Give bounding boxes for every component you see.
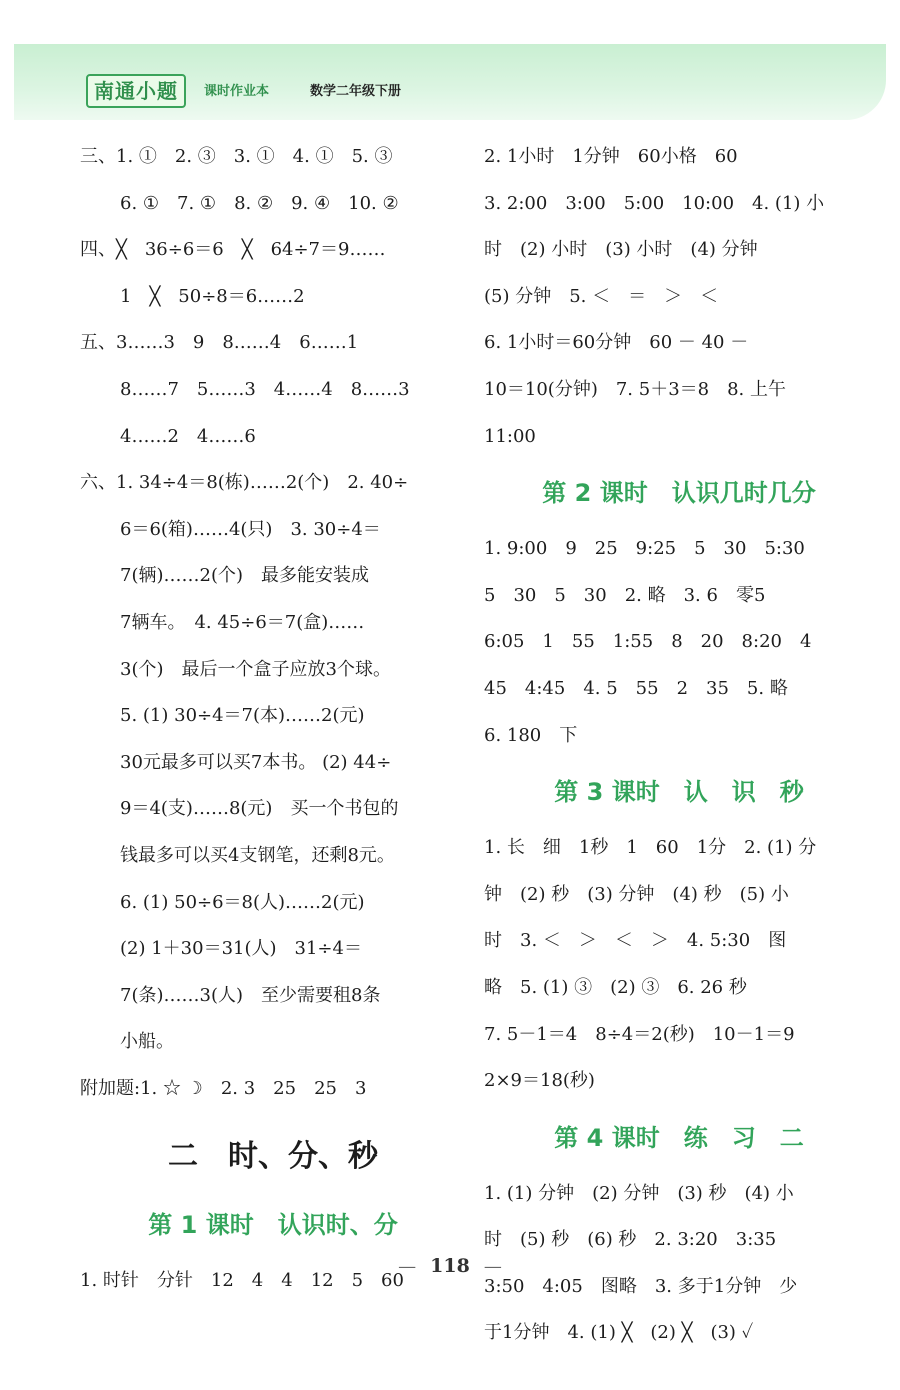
- answer-line: 7. 5－1＝4 8÷4＝2(秒) 10－1＝9: [484, 1023, 795, 1045]
- answer-line: 1. 9:00 9 25 9:25 5 30 5:30: [484, 538, 805, 560]
- answer-line: 2×9＝18(秒): [484, 1070, 595, 1092]
- right-column: [484, 134, 874, 1357]
- answer-line: 1 ╳ 50÷8＝6……2: [120, 285, 305, 307]
- answer-line: 5. (1) 30÷4＝7(本)……2(元): [120, 705, 365, 727]
- chapter-title: 二 时、分、秒: [168, 1139, 378, 1175]
- lesson-heading: 第 2 课时 认识几时几分: [542, 479, 816, 508]
- answer-line: (5) 分钟 5. ＜ ＝ ＞ ＜: [484, 285, 719, 307]
- answer-line: 时 (2) 小时 (3) 小时 (4) 分钟: [484, 239, 758, 261]
- bonus-question-answer: 附加题:1. ☆ ☽ 2. 3 25 25 3: [80, 1077, 367, 1099]
- page-header: [14, 44, 886, 120]
- answer-line: 6. (1) 50÷6＝8(人)……2(元): [120, 891, 365, 913]
- answer-line: 6. 180 下: [484, 724, 578, 746]
- answer-line: 9＝4(支)……8(元) 买一个书包的: [120, 798, 399, 820]
- answer-line: 6＝6(箱)……4(只) 3. 30÷4＝: [120, 518, 381, 540]
- answer-line: 时 3. ＜ ＞ ＜ ＞ 4. 5:30 图: [484, 930, 787, 952]
- answer-line: 三、1. ① 2. ③ 3. ① 4. ① 5. ③: [80, 146, 393, 167]
- answer-line: 3. 2:00 3:00 5:00 10:00 4. (1) 小: [484, 192, 825, 214]
- answer-line: 钟 (2) 秒 (3) 分钟 (4) 秒 (5) 小: [484, 883, 789, 905]
- answer-line: 10＝10(分钟) 7. 5＋3＝8 8. 上午: [484, 378, 787, 400]
- answer-line: 8……7 5……3 4……4 8……3: [120, 378, 410, 400]
- lesson-heading: 第 4 课时 练 习 二: [554, 1123, 804, 1152]
- answer-line: 3:50 4:05 图略 3. 多于1分钟 少: [484, 1275, 798, 1297]
- answer-line: 30元最多可以买7本书。 (2) 44÷: [120, 751, 392, 773]
- answer-line: 7(条)……3(人) 至少需要租8条: [120, 984, 381, 1006]
- left-column: [80, 134, 466, 1305]
- lesson-heading: 第 1 课时 认识时、分: [148, 1211, 398, 1240]
- answer-line: 略 5. (1) ③ (2) ③ 6. 26 秒: [484, 976, 747, 998]
- answer-line: 3(个) 最后一个盒子应放3个球。: [120, 658, 391, 680]
- answer-line: 时 (5) 秒 (6) 秒 2. 3:20 3:35: [484, 1229, 777, 1251]
- answer-line: 2. 1小时 1分钟 60小格 60: [484, 146, 738, 167]
- page-number: 118: [430, 1255, 470, 1277]
- answer-line: 5 30 5 30 2. 略 3. 6 零5: [484, 584, 766, 606]
- answer-line: 五、3……3 9 8……4 6……1: [80, 332, 359, 354]
- answer-line: 6:05 1 55 1:55 8 20 8:20 4: [484, 631, 812, 653]
- answer-line: 1. 时针 分针 12 4 4 12 5 60: [80, 1270, 404, 1292]
- lesson-heading: 第 3 课时 认 识 秒: [554, 778, 804, 807]
- answer-line: 小船。: [120, 1031, 174, 1053]
- answer-line: 11:00: [484, 425, 536, 447]
- answer-line: 45 4:45 4. 5 55 2 35 5. 略: [484, 677, 788, 699]
- answer-line: 六、1. 34÷4＝8(栋)……2(个) 2. 40÷: [80, 472, 409, 494]
- answer-line: 1. (1) 分钟 (2) 分钟 (3) 秒 (4) 小: [484, 1182, 794, 1204]
- answer-line: 7(辆)……2(个) 最多能安装成: [120, 565, 369, 587]
- answer-line: 1. 长 细 1秒 1 60 1分 2. (1) 分: [484, 837, 817, 859]
- answer-line: 四、╳ 36÷6＝6 ╳ 64÷7＝9……: [80, 239, 386, 261]
- answer-line: 7辆车。 4. 45÷6＝7(盒)……: [120, 611, 365, 633]
- book-subject: 数学二年级下册: [310, 84, 402, 99]
- answer-line: 6. 1小时＝60分钟 60 － 40 －: [484, 332, 749, 354]
- book-type: 课时作业本: [204, 84, 270, 99]
- answer-line: 钱最多可以买4支钢笔，还剩8元。: [120, 844, 395, 866]
- answer-line: 4……2 4……6: [120, 425, 256, 447]
- answer-line: (2) 1＋30＝31(人) 31÷4＝: [120, 938, 362, 960]
- answer-line: 于1分钟 4. (1) ╳ (2) ╳ (3) ✓: [484, 1322, 754, 1344]
- series-logo: 南通小题: [86, 74, 186, 108]
- answer-line: 6. ① 7. ① 8. ② 9. ④ 10. ②: [120, 192, 399, 214]
- page-footer: — 118 —: [398, 1255, 502, 1277]
